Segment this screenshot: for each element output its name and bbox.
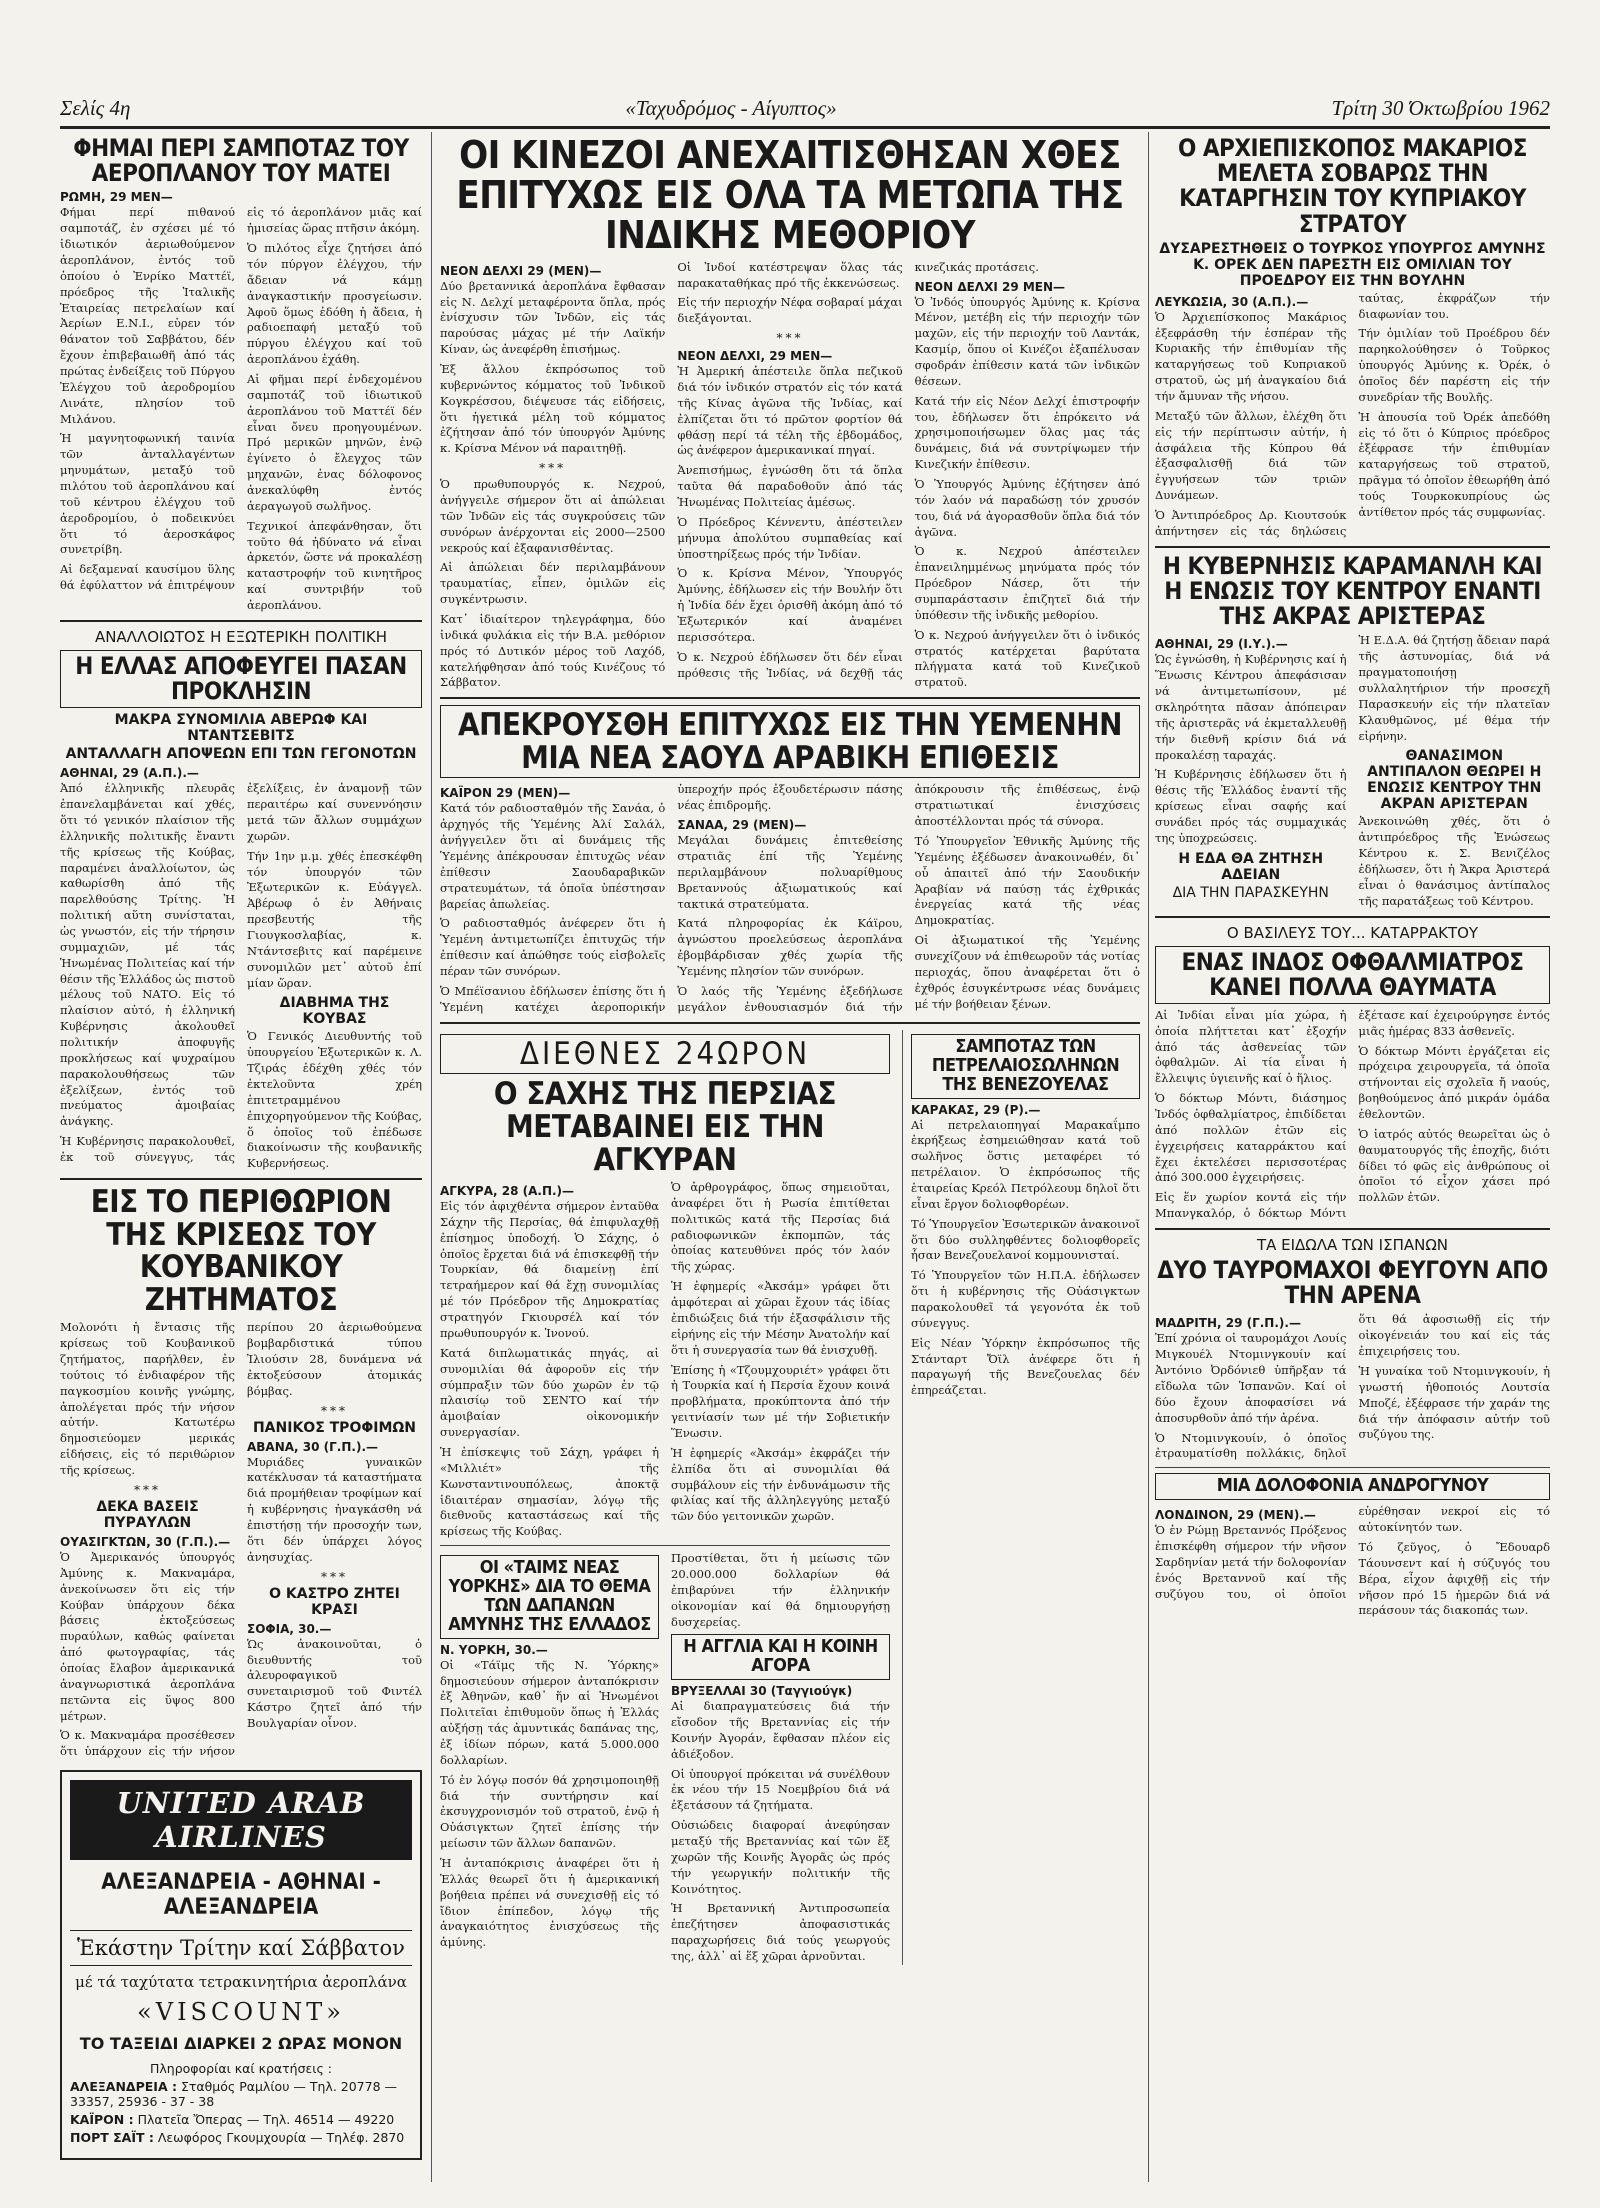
paragraph: Ὁ ἰατρός αὐτός θεωρεῖται ὡς ὁ θαυματουργός τῆς ἐποχῆς, διότι δίδει τό φῶς εἰς ἀνθρώπους οἱ ὁποῖοι τό εἶχον χάσει πρό πολλῶν ἐτῶν. bbox=[1358, 1126, 1550, 1205]
paragraph: Ὁ ραδιοσταθμός ἀνέφερεν ὅτι ἡ Ὑεμένη ἀντιμετωπίζει ἐπιτυχῶς τήν ἐπίθεσιν καί ἀπώθησε τούς εἰσβολεῖς πέραν τῶν συνόρων. bbox=[440, 916, 666, 978]
dateline: ΣΟΦΙΑ, 30.— bbox=[247, 1621, 332, 1636]
paragraph: Κατ᾽ ἰδιαίτερον τηλεγράφημα, δύο ἰνδικά φυλάκια εἰς τήν Β.Α. μεθόριον πρός τό Δυτικόν μέρος τοῦ Λαχόδ, κατελήφθησαν ἀπό τούς Κινέζους τό Σάββατον. bbox=[440, 612, 666, 690]
dateline: ΝΕΟΝ ΔΕΛΧΙ, 29 ΜΕΝ— bbox=[677, 349, 833, 364]
ad-contact-text: Λεωφόρος Γκουμχουρία — Τηλέφ. 2870 bbox=[157, 2130, 405, 2146]
subheadline: ΔΕΚΑ ΒΑΣΕΙΣ ΠΥΡΑΥΛΩΝ bbox=[96, 1498, 199, 1531]
headline: Η ΑΓΓΛΙΑ ΚΑΙ Η ΚΟΙΝΗ ΑΓΟΡΑ bbox=[671, 1634, 890, 1680]
paragraph: Ἡ ἐφημερίς «Ἀκσάμ» ἐκφράζει τήν ἐλπίδα ὅτι αἱ συνομιλίαι θά συμβάλουν εἰς τήν ἐνδυνάμωσιν τῆς φιλίας καί τῆς ἀλληλεγγύης μεταξύ τῶν δύο γειτονικῶν χωρῶν. bbox=[671, 1445, 891, 1524]
separator-stars: *** bbox=[134, 1482, 161, 1497]
dateline: ΑΓΚΥΡΑ, 28 (Α.Π.)— bbox=[440, 1184, 575, 1199]
subheadline: ΘΑΝΑΣΙΜΟΝ ΑΝΤΙΠΑΛΟΝ ΘΕΩΡΕΙ Η ΕΝΩΣΙΣ ΚΕΝΤΡΟΥ ΤΗΝ ΑΚΡΑΝ ΑΡΙΣΤΕΡΑΝ bbox=[1367, 748, 1542, 813]
paragraph: Ὁ Ἰνδός ὑπουργός Ἀμύνης κ. Κρίσνα Μένον, μετέβη εἰς τήν περιοχήν τῶν μαχῶν, εἰς τήν περιοχήν τοῦ Λαντάκ, Κασμίρ, ὅπου οἱ Κινέζοι ἐξαπέλυσαν σφοδράν ἐπίθεσιν κατά τῶν ἰνδικῶν θέσεων. bbox=[914, 294, 1140, 388]
paragraph: Τό ζεῦγος, ὁ Ἔδουαρδ Τάουνσεντ καί ἡ σύζυγός του Βέρα, εἶχον ἀφιχθῇ εἰς τήν νῆσον πρό 15 ἡμερῶν διά νά περάσουν τάς διακοπάς των. bbox=[1358, 1539, 1550, 1618]
divider bbox=[1155, 546, 1550, 548]
dateline: ΚΑΡΑΚΑΣ, 29 (Ρ).— bbox=[911, 1102, 1041, 1117]
divider bbox=[1155, 1228, 1550, 1230]
dateline: ΣΑΝΑΑ, 29 (ΜΕΝ)— bbox=[677, 818, 807, 833]
headline: ΟΙ ΚΙΝΕΖΟΙ ΑΝΕΧΑΙΤΙΣΘΗΣΑΝ ΧΘΕΣ ΕΠΙΤΥΧΩΣ ΕΙΣ ΟΛΑ ΤΑ ΜΕΤΩΠΑ ΤΗΣ ΙΝΔΙΚΗΣ ΜΕΘΟΡΙΟΥ bbox=[456, 133, 1124, 257]
headline: ΟΙ «ΤΑΙΜΣ ΝΕΑΣ ΥΟΡΚΗΣ» ΔΙΑ ΤΟ ΘΕΜΑ ΤΩΝ ΔΑΠΑΝΩΝ ΑΜΥΝΗΣ ΤΗΣ ΕΛΛΑΔΟΣ bbox=[440, 1555, 659, 1639]
paragraph: Οὐσιώδεις διαφοραί ἀνεφύησαν μεταξύ τῆς Βρεταννίας καί τῶν ἕξ χωρῶν τῆς Κοινῆς Ἀγορᾶς ὡς πρός τήν γεωργικήν πολιτικήν τῆς Κοινότητος. bbox=[671, 1818, 891, 1896]
article-britain-common-market bbox=[671, 1634, 890, 1965]
paragraph: Ὁ λαός τῆς Ὑεμένης ἐξεδήλωσε μεγάλον ἐνθουσιασμόν διά τήν ἀπόκρουσιν τῆς ἐπιθέσεως, ἐνῷ στρατιωτικαί ἐνισχύσεις ἀποστέλλονται πρός τά σύνορα. bbox=[677, 782, 1140, 1014]
paragraph: Ἡ ἐφημερίς «Ἀκσάμ» γράφει ὅτι ἀμφότεραι αἱ χῶραι ἔχουν τάς ἰδίας ἐπιδιώξεις διά τήν ἐξασφάλισιν τῆς εἰρήνης εἰς τήν Μέσην Ἀνατολήν καί ὅτι ἡ συνεργασία των θά ἐνισχυθῇ. bbox=[671, 1279, 891, 1357]
paragraph: Ὁ Ἀρχιεπίσκοπος Μακάριος ἐξεφράσθη τήν ἑσπέραν τῆς Κυριακῆς τήν ἐπιθυμίαν τῆς καταργήσεως τοῦ Κυπριακοῦ στρατοῦ, ὡς μή ἀναγκαίου διά τήν ἄμυναν τῆς νήσου. bbox=[1155, 309, 1347, 404]
paragraph: Ἡ Κυβέρνησις ἐδήλωσεν ὅτι ἡ θέσις τῆς Ἑλλάδος ἐναντί τῆς κρίσεως εἶναι σαφής καί συνάδει πρός τάς συμμαχικάς της ὑποχρεώσεις. bbox=[1155, 767, 1347, 845]
paragraph: Τήν 1ην μ.μ. χθές ἐπεσκέφθη τόν ὑπουργόν τῶν Ἐξωτερικῶν κ. Εὐάγγελ. Ἀβέρωφ ὁ ἐν Ἀθήναις πρεσβευτής τῆς Γιουγκοσλαβίας, κ. Ντάντσεβιτς καί παρέμεινε συνομιλῶν μετ᾽ αὐτοῦ ἐπί μίαν ὥραν. bbox=[247, 848, 422, 990]
paragraph: Αἱ φῆμαι περί ἐνδεχομένου σαμποτάζ τοῦ ἰδιωτικοῦ ἀεροπλάνου τοῦ Ματτέϊ δέν εἶναι ὄνευ προηγουμένων. Πρό μερικῶν μηνῶν, ἐνῷ ἐγίνετο ὁ ἔλεγχος τῶν μηχανῶν, ἐνας δόλοφονος ἀνεκαλύφθη ἐντός ἀεραγωγοῦ σωλῆνος. bbox=[247, 371, 422, 513]
paragraph: Ἡ ἀπουσία τοῦ Ὀρέκ ἀπεδόθη εἰς τό ὅτι ὁ Κύπριος πρόεδρος ἐξέφρασε τήν ἐπιθυμίαν καταργήσεως τοῦ στρατοῦ, πρᾶγμα τό ὁποῖον ἐθεωρήθη ἀπό τούς Τουρκοκυπρίους ὡς ἀντίθετον πρός τάς συμφωνίας. bbox=[1358, 409, 1550, 519]
ad-schedule: Ἑκάστην Τρίτην καί Σάββατον bbox=[70, 1930, 412, 1966]
paragraph: Κατά διπλωματικάς πηγάς, αἱ συνομιλίαι θά ἀφοροῦν εἰς τήν σύμπραξιν τῶν δύο χωρῶν ἐν τῷ πλαισίῳ τοῦ ΣΕΝΤΟ καί τήν ἀμοιβαίαν οἰκονομικήν συνεργασίαν. bbox=[440, 1345, 660, 1440]
kicker: ΤΑ ΕΙΔΩΛΑ ΤΩΝ ΙΣΠΑΝΩΝ bbox=[1256, 1236, 1449, 1255]
article-china-india bbox=[440, 133, 1140, 691]
paragraph: Κατά τήν εἰς Νέον Δελχί ἐπιστροφήν του, ἐδήλωσεν ὅτι ἐπρόκειτο νά χρησιμοποιήσωμεν ὅλας μας τάς δυνάμεις, διά νά συντρίψωμεν τήν Κινεζικήν ἐπίθεσιν. bbox=[914, 393, 1140, 472]
page-number: Σελίς 4η bbox=[60, 95, 131, 120]
headline: ΦΗΜΑΙ ΠΕΡΙ ΣΑΜΠΟΤΑΖ ΤΟΥ ΑΕΡΟΠΛΑΝΟΥ ΤΟΥ ΜΑΤΕΙ bbox=[73, 134, 409, 188]
paragraph: Ὁ κ. Μακναμάρα προσέθεσεν ὅτι ὑπάρχουν εἰς τήν νήσον περίπου 20 ἀεριωθούμενα βομβαρδιστικά τύπου Ἰλιούσιν 28, δυνάμενα νά ἐκτοξεύσουν ἀτομικάς βόμβας. bbox=[60, 1320, 422, 1759]
separator-stars: *** bbox=[776, 331, 804, 346]
paragraph: Ἐπί χρόνια οἱ ταυρομάχοι Λουίς Μιγκουέλ Ντομινγκουίν καί Ἀντόνιο Ὀρδόνιεθ ὑπῆρξαν τά εἴδωλα τῶν Ἱσπανῶν. Καί οἱ δύο ἔχουν ἀποφασίσει νά ἀποσυρθοῦν ἀπό τήν ἀρένα. bbox=[1155, 1331, 1347, 1425]
dateline: ΡΩΜΗ, 29 ΜΕΝ— bbox=[60, 190, 173, 205]
paragraph: Τήν ὁμιλίαν τοῦ Προέδρου δέν παρηκολούθησεν ὁ Τοῦρκος ὑπουργός Ἀμύνης κ. Ὀρέκ, ὁ ὁποῖος δέν παρέστη εἰς τήν συνεδρίαν τῆς Βουλῆς. bbox=[1358, 326, 1550, 404]
paragraph: Ἡ Ε.Δ.Α. θά ζητήσῃ ἄδειαν παρά τῆς ἀστυνομίας, διά νά πραγματοποιήσῃ συλλαλητήριον τήν προσεχῆ Παρασκευήν εἰς τήν πλατεῖαν Κλαυθμῶνος, μέ θέμα τήν εἰρήνην. bbox=[1358, 633, 1550, 743]
paragraph: Ὁ Μπέϊσανιου ἐδήλωσεν ἐπίσης ὅτι ἡ Ὑεμένη κατέχει ἀεροπορικήν ὑπεροχήν πρός ἐξουδετέρωσιν πάσης νέας ἐπιδρομῆς. bbox=[440, 782, 903, 1014]
article-venezuela bbox=[902, 1030, 1140, 1965]
paragraph: Ὡς ἀνακοινοῦται, ὁ διευθυντής τοῦ ἀλευροφαγικοῦ συνεταιρισμοῦ τοῦ Φιντέλ Κάστρο ζητεῖ ἀπό τήν Βουλγαρίαν οἶνον. bbox=[247, 1636, 422, 1730]
paragraph: Ἐπίσης ἡ «Τζουμχουριέτ» γράφει ὅτι ἡ Τουρκία καί ἡ Περσία ἔχουν κοινά προβλήματα, προκύπτοντα ἀπό τήν γειτνίασίν των μέ τήν Σοβιετικήν Ἕνωσιν. bbox=[671, 1362, 891, 1440]
article-shah-persia bbox=[440, 1030, 890, 1965]
paragraph: Ὁ Ἀμερικανός ὑπουργός Ἀμύνης κ. Μακναμάρα, ἀνεκοίνωσεν ὅτι εἰς τήν Κούβαν ὑπάρχουν δέκα βάσεις ἐκτοξεύσεως πυραύλων, καθώς φαίνεται ἀπό φωτογραφίας, τάς ὁποίας ἔλαβον ἀμερικανικά ἀναγνωριστικά ἀεροπλάνα πετῶντα εἰς ὕψος 800 μέτρων. bbox=[60, 1549, 235, 1723]
paragraph: Φήμαι περί πιθανού σαμποτάζ, ἐν σχέσει μέ τό ἰδιωτικόν ἀεριωθούμενον ἀεροπλάνον, ἐντός τοῦ ὁποίου ὁ Ἐνρίκο Ματτέϊ, πρόεδρος τῆς Ἰταλικῆς Ἑταιρείας πετρελαίων καί Ἀερίων Ε.Ν.Ι., εὑρεν τόν θάνατον τοῦ Σαββάτου, δέν ἔχουν ἐπιβεβαιωθῆ ἀπό τάς πρώτας ἐνδείξεις τοῦ Πύργου Ἐλέγχου τοῦ ἀεροδρομίου Λινάτε, πλησίον τοῦ Μιλάνου. bbox=[60, 205, 235, 426]
paragraph: Εἰς ἕν χωρίον κοντά εἰς τήν Μπανγκαλόρ, ὁ δόκτωρ Μόντι ἐξέτασε καί ἐχειρούργησε ἐντός μιᾶς ἡμέρας 833 ἀσθενεῖς. bbox=[1155, 1007, 1550, 1221]
ad-info-title: Πληροφορίαι καί κρατήσεις : bbox=[149, 2061, 333, 2077]
ad-contact-label: ΑΛΕΞΑΝΔΡΕΙΑ : bbox=[70, 2079, 177, 2095]
column-center bbox=[440, 132, 1140, 2182]
headline: ΑΠΕΚΡΟΥΣΘΗ ΕΠΙΤΥΧΩΣ ΕΙΣ ΤΗΝ ΥΕΜΕΝΗΝ ΜΙΑ ΝΕΑ ΣΑΟΥΔ ΑΡΑΒΙΚΗ ΕΠΙΘΕΣΙΣ bbox=[440, 705, 1140, 778]
paragraph: Ἀνεκοινώθη χθές, ὅτι ὁ ἀντιπρόεδρος τῆς Ἑνώσεως Κέντρου κ. Σ. Βενιζέλος ἐδήλωσεν, ὅτι ἡ Ἄκρα Ἀριστερά εἶναι ὁ θανάσιμος ἀντίπαλος τῆς παρατάξεως τοῦ Κέντρου. bbox=[1358, 814, 1550, 908]
headline: Η ΚΥΒΕΡΝΗΣΙΣ ΚΑΡΑΜΑΝΛΗ ΚΑΙ Η ΕΝΩΣΙΣ ΤΟΥ ΚΕΝΤΡΟΥ ΕΝΑΝΤΙ ΤΗΣ ΑΚΡΑΣ ΑΡΙΣΤΕΡΑΣ bbox=[1162, 551, 1543, 631]
divider bbox=[1155, 916, 1550, 918]
divider bbox=[440, 1022, 1140, 1024]
paragraph: Ἡ Ἀμερική ἀπέστειλε ὅπλα πεζικοῦ διά τόν ἰνδικόν στρατόν εἰς τόν κατά τῆς Κίνας ἀγῶνα τῆς Ἰνδίας, καί ἐλπίζεται ὅτι τό πρῶτον φορτίον θά φθάσῃ περί τά τέλη τῆς ἑβδομάδος, ὡς ἀνέφερον ἀμερικανικαί πηγαί. bbox=[677, 364, 903, 458]
dateline: Ν. ΥΟΡΚΗ, 30.— bbox=[440, 1642, 548, 1657]
article-bullfighters bbox=[1155, 1236, 1550, 1462]
separator-stars: *** bbox=[321, 1403, 348, 1418]
paragraph: Ὁ δόκτωρ Μόντι, διάσημος Ἰνδός ὀφθαλμίατρος, ἐπιδίδεται ἀπό πολλῶν ἐτῶν εἰς ἐγχειρήσεις καταρράκτου καί ἔχει ἐκτελέσει περισσοτέρας ἀπό 300.000 ἐγχειρήσεις. bbox=[1155, 1091, 1347, 1185]
headline: Η ΕΛΛΑΣ ΑΠΟΦΕΥΓΕΙ ΠΑΣΑΝ ΠΡΟΚΛΗΣΙΝ bbox=[60, 650, 422, 708]
article-cuba-margin bbox=[60, 1186, 422, 1760]
ad-contact-cairo bbox=[70, 2112, 412, 2127]
paragraph: Ὁ κ. Νεχρού ἀπέστειλεν ἐπανειλημμένως μηνύματα πρός τόν Πρόεδρον Νάσερ, ὅτι τήν συμπαράστασιν ἐπιζητεῖ διά τήν ὑπόθεσιν τῆς ἰνδικῆς μεθορίου. bbox=[914, 544, 1140, 622]
headline: ΕΙΣ ΤΟ ΠΕΡΙΘΩΡΙΟΝ ΤΗΣ ΚΡΙΣΕΩΣ ΤΟΥ ΚΟΥΒΑΝΙΚΟΥ ΖΗΤΗΜΑΤΟΣ bbox=[90, 1184, 392, 1318]
paragraph: Προστίθεται, ὅτι ἡ μείωσις τῶν 20.000.000 δολλαρίων θά ἐπιβαρύνει τήν ἑλληνικήν οἰκονομίαν καί θά δημιουργήσῃ δυσχερείας. bbox=[671, 1551, 891, 1629]
paragraph: Ὁ δόκτωρ Μόντι ἐργάζεται εἰς πρόχειρα χειρουργεῖα, τά ὁποῖα στήνονται εἰς σχολεῖα ἤ ναούς, βοηθούμενος ἀπό μικράν ὁμάδα ἐθελοντῶν. bbox=[1358, 1043, 1550, 1122]
paragraph: Ὁ κ. Κρίσνα Μένον, Ὑπουργός Ἀμύνης, ἐδήλωσεν εἰς τήν Βουλήν ὅτι ἡ Ἰνδία δέν ἔχει ὁρισθῆ ἀκόμη ἀπό τό Ἐξωτερικόν καί ἀναμένει περισσότερα. bbox=[677, 566, 903, 644]
ad-contact-label: ΠΟΡΤ ΣΑΪΤ : bbox=[70, 2130, 154, 2146]
ad-contact-port-said bbox=[70, 2130, 412, 2145]
paragraph: Ἐξ ἄλλου ἐκπρόσωπος τοῦ κυβερνώντος κόμματος τοῦ Ἰνδικοῦ Κογκρέσσου, διέψευσε τάς εἰδήσεις, ὅτι ἡγετικά μέλη τοῦ κόμματος ἐζήτησαν ἀπό τόν ὑπουργόν Ἀμύνης κ. Κρίσνα Μένον νά παραιτηθῇ. bbox=[440, 361, 666, 456]
article-karamanlis bbox=[1155, 551, 1550, 910]
paragraph: Ὁ ἐν Ρώμῃ Βρεταννός Πρόξενος ἐπισκέφθη σήμερον τήν νῆσον Σαρδηνίαν μετά τήν δολοφονίαν ἑνός Βρεταννοῦ καί τῆς συζύγου του, οἱ ὁποῖοι εὑρέθησαν νεκροί εἰς τό αὐτοκίνητόν των. bbox=[1155, 1504, 1550, 1601]
dateline: ΚΑΪΡΟΝ 29 (ΜΕΝ)— bbox=[440, 786, 571, 801]
paragraph: Ἡ ἀνταπόκρισις ἀναφέρει ὅτι ἡ Ἑλλάς θεωρεῖ ὅτι ἡ ἀμερικανική βοήθεια πρέπει νά συνεχισθῇ εἰς τό ἴδιον ἐπίπεδον, λόγῳ τῆς ἀναγκαιότητος ἐνισχύσεως τῆς ἀμύνης. bbox=[440, 1855, 660, 1950]
paragraph: Ὁ Γενικός Διευθυντής τοῦ ὑπουργείου Ἐξωτερικῶν κ. Λ. Τζιράς ἐδέχθη χθές τόν ἐκτελοῦντα χρέη ἐπιτετραμμένου ἐπιχορηγούμενον τῆς Κούβας, ὅ ὁποῖος τοῦ ἐπέδωσε διακοίνωσιν τῆς κουβανικῆς Κυβερνήσεως. bbox=[247, 1029, 422, 1171]
paragraph: Εἰς τόν ἀφιχθέντα σήμερον ἐνταῦθα Σάχην τῆς Περσίας, θά ἐπιφυλαχθῇ ἐπίσημος ὑποδοχή. Ὁ Σάχης, ὁ ὁποῖος ἔρχεται διά νά ἐπισκεφθῇ τήν Τουρκίαν, θά διαμείνῃ ἐπί τετραήμερον καί θά ἔχῃ συνομιλίας μέ τόν Πρόεδρον τῆς Δημοκρατίας στρατηγόν Γκιουρσέλ καί τόν πρωθυπουργόν κ. Ἰνονού. bbox=[440, 1199, 660, 1340]
article-greece-policy bbox=[60, 628, 422, 1172]
article-yemen bbox=[440, 705, 1140, 1016]
divider bbox=[440, 1545, 890, 1546]
headline: Ο ΑΡΧΙΕΠΙΣΚΟΠΟΣ ΜΑΚΑΡΙΟΣ ΜΕΛΕΤΑ ΣΟΒΑΡΩΣ ΤΗΝ ΚΑΤΑΡΓΗΣΙΝ ΤΟΥ ΚΥΠΡΙΑΚΟΥ ΣΤΡΑΤΟΥ bbox=[1177, 134, 1528, 238]
paragraph: Δύο βρεταννικά ἀεροπλάνα ἔφθασαν εἰς Ν. Δελχί μεταφέροντα ὅπλα, πρός ἐνίσχυσιν τῶν Ἰνδῶν, εἰς τάς παρούσας μάχας μέ τήν Λαϊκήν Κίναν, ὡς ἀνεφέρθη ἐπισήμως. bbox=[440, 278, 666, 357]
paragraph: Εἰς Νέαν Ὑόρκην ἐκπρόσωπος τῆς Στάνταρτ Ὄϊλ ἀνέφερε ὅτι ἡ παραγωγή τῆς Βενεζουελας δέν ἐπηρεάζεται. bbox=[911, 1335, 1140, 1398]
paragraph: Εἰς τήν περιοχήν Νέφα σοβαραί μάχαι διεξάγονται. bbox=[677, 295, 903, 326]
paragraph: Αἱ Ἰνδίαι εἶναι μία χώρα, ἡ ὁποία πλήττεται κατ᾽ ἐξοχήν ἀπό τάς ἀσθενείας τῶν ὀφθαλμῶν. Αἰ τία εἶναι ἡ ἔλλειψις ὑγιεινῆς καί ὁ ἥλιος. bbox=[1155, 1007, 1347, 1086]
paragraph: Ἡ γυναίκα τοῦ Ντομινγκουίν, ἡ γνωστή ἠθοποιός Λουτσία Μποζέ, ἐξέφρασε τήν χαράν της διά τήν ἀπόφασιν αὐτήν τοῦ συζύγου της. bbox=[1358, 1364, 1550, 1442]
paragraph: Μεγάλαι δυνάμεις ἐπιτεθείσης στρατιᾶς ἐπί τῆς Ὑεμένης περιλαμβάνουν πολυαρίθμους Βρεταννούς ἀξιωματικούς καί τακτικά στρατεύματα. bbox=[677, 833, 903, 911]
dateline: ΛΟΝΔΙΝΟΝ, 29 (ΜΕΝ).— bbox=[1155, 1508, 1316, 1523]
headline: ΜΙΑ ΔΟΛΟΦΟΝΙΑ ΑΝΔΡΟΓΥΝΟΥ bbox=[1155, 1473, 1550, 1500]
paragraph: Οἱ ἀξιωματικοί τῆς Ὑεμένης συνεχίζουν νά ἐπιθεωροῦν τάς νοτίας περιοχάς, ὅπου ἀναφέρεται ὅτι ὁ ἐχθρός ἐσυγκέντρωσε νέας δυνάμεις μέ τήν βοήθειαν ξένων. bbox=[914, 933, 1140, 1011]
divider bbox=[60, 1178, 422, 1180]
article-indian-doctor bbox=[1155, 924, 1550, 1223]
dateline: ΒΡΥΞΕΛΛΑΙ 30 (Ταγγιούγκ) bbox=[671, 1684, 853, 1699]
subheadline: Ο ΚΑΣΤΡΟ ΖΗΤΕΙ ΚΡΑΣΙ bbox=[269, 1585, 400, 1618]
paragraph: Ὁ πιλότος εἶχε ζητήσει ἀπό τόν πύργον ἐλέγχου, τήν ἄδειαν νά κάμῃ ἀναγκαστικήν προσγείωσιν. Ἀφοῦ ὅμως ἐδόθη ἡ ἄδεια, ἡ ραδιοεπαφή μεταξύ τοῦ πύργου ἐλέγχου καί τοῦ ἀεροπλάνου ἐχάθη. bbox=[247, 241, 422, 367]
divider bbox=[1155, 1467, 1550, 1468]
ad-contact-text: Πλατεῖα Ὄπερας — Τηλ. 46514 — 49220 bbox=[137, 2112, 395, 2128]
paragraph: Ὁ Πρόεδρος Κέννεντυ, ἀπέστειλεν μήνυμα ἀπολύτου συμπαθείας καί ὑποστηρίξεως πρός τήν Ἰνδίαν. bbox=[677, 514, 903, 561]
paragraph: Τό ἐν λόγῳ ποσόν θά χρησιμοποιηθῇ διά τήν συντήρησιν καί ἐκσυγχρονισμόν τοῦ στρατοῦ, ἐνῷ ἡ Οὐάσιγκτων ζητεῖ ἐπίσης τήν μείωσιν τῶν ἄλλων δαπανῶν. bbox=[440, 1772, 660, 1851]
article-sabotage-plane bbox=[60, 136, 422, 614]
ad-contact-alexandria bbox=[70, 2079, 412, 2109]
ad-contact-label: ΚΑΪΡΟΝ : bbox=[70, 2112, 134, 2128]
headline: ΕΝΑΣ ΙΝΔΟΣ ΟΦΘΑΛΜΙΑΤΡΟΣ ΚΑΝΕΙ ΠΟΛΛΑ ΘΑΥΜΑΤΑ bbox=[1155, 946, 1550, 1004]
paragraph: Αἱ δεξαμεναί καυσίμου ὕλης θά ἐφύλαττον νά ἐπιτρέψουν εἰς τό ἀεροπλάνον μιᾶς καί ἡμισείας ὥρας πτῆσιν ἀκόμη. bbox=[60, 205, 422, 593]
subheadline: ΜΑΚΡΑ ΣΥΝΟΜΙΛΙΑ ΑΒΕΡΩΦ ΚΑΙ ΝΤΑΝΤΣΕΒΙΤΣ bbox=[114, 712, 368, 745]
airline-logo: UNITED ARAB AIRLINES bbox=[70, 1780, 412, 1860]
article-couple-murder bbox=[1155, 1473, 1550, 1619]
paragraph: Μεταξύ τῶν ἄλλων, ἐλέχθη ὅτι εἰς τήν περίπτωσιν αὐτήν, ἡ ἀσφάλεια τῆς Κύπρου θά ἐξασφαλισθῇ διά τῶν ἐγγυήσεων τῶν τριῶν Δυνάμεων. bbox=[1155, 408, 1347, 503]
ad-duration: ΤΟ ΤΑΞΕΙΔΙ ΔΙΑΡΚΕΙ 2 ΩΡΑΣ ΜΟΝΟΝ bbox=[79, 2034, 403, 2054]
column-rule bbox=[431, 132, 432, 2182]
paragraph: Ἀπό ἑλληνικῆς πλευρᾶς ἐπανελαμβάνεται καί χθές, ὅτι τό γενικόν πλαίσιον τῆς ἑλληνικῆς πολιτικῆς ἔναντι τῆς κρίσεως τῆς Κούβας, παραμένει ἀναλλοίωτον, ὡς καθωρίσθη ἀπό τῆς παρελθούσης Τρίτης. Ἡ πολιτική αὕτη συνίσταται, ὡς γνωστόν, εἰς τήν τήρησιν συμμαχιῶν, μέ τάς Ἡνωμένας Πολιτείας καί τήν θέσιν τῆς Ἑλλάδος ὡς πιστοῦ μέλους τοῦ ΝΑΤΟ. Εἰς τό πλαίσιον αὐτό, ἡ ἑλληνική Κυβέρνησις ἀκολουθεῖ πολιτικήν ἀποφυγῆς προκλήσεως καί ψυχραίμου παρακολουθήσεως τῶν ἐξελίξεων, ἐντός τοῦ πνεύματος ἀμοιβαίας ἀνάγκης. bbox=[60, 781, 235, 1129]
section-title: ΔΙΕΘΝΕΣ 24ΩΡΟΝ bbox=[440, 1034, 890, 1075]
paragraph: Ὁ ἀρθρογράφος, ὅπως σημειοῦται, ἀναφέρει ὅτι ἡ Ρωσία ἐπιτίθεται πολιτικῶς κατά τῆς Περσίας διά ραδιοφωνικῶν ἐκπομπῶν, τάς ὁποίας κατευθύνει πρός τόν λαόν τῆς χώρας. bbox=[671, 1180, 891, 1274]
dateline: ΑΘΗΝΑΙ, 29 (Ι.Υ.).— bbox=[1155, 637, 1288, 652]
ad-route: ΑΛΕΞΑΝΔΡΕΙΑ - ΑΘΗΝΑΙ - ΑΛΕΞΑΝΔΡΕΙΑ bbox=[101, 1870, 381, 1921]
dateline: ΛΕΥΚΩΣΙΑ, 30 (Α.Π.).— bbox=[1155, 294, 1309, 309]
dateline: ΑΒΑΝΑ, 30 (Γ.Π.).— bbox=[247, 1439, 378, 1454]
paragraph: Ὁ Ντομινγκουίν, ὁ ὁποῖος ἐτραυματίσθη πολλάκις, δηλοῖ ὅτι θά ἀφοσιωθῇ εἰς τήν οἰκογένειάν του καί εἰς τάς ἐπιχειρήσεις του. bbox=[1155, 1312, 1550, 1461]
subheadline: ΔΥΣΑΡΕΣΤΗΘΕΙΣ Ο ΤΟΥΡΚΟΣ ΥΠΟΥΡΓΟΣ ΑΜΥΝΗΣ Κ. ΟΡΕΚ ΔΕΝ ΠΑΡΕΣΤΗ ΕΙΣ ΟΜΙΛΙΑΝ ΤΟΥ ΠΡΟΕΔΡΟΥ ΕΙΣ ΤΗΝ ΒΟΥΛΗΝ bbox=[1159, 240, 1546, 289]
paragraph: Οἱ Ἰνδοί κατέστρεψαν ὅλας τάς παρακαταθήκας πρό τῆς ἐκκενώσεως. bbox=[677, 259, 903, 290]
dateline: ΜΑΔΡΙΤΗ, 29 (Γ.Π.).— bbox=[1155, 1316, 1301, 1331]
paragraph: Τό Ὑπουργεῖον Ἐθνικῆς Ἀμύνης τῆς Ὑεμένης ἐξέδωσεν ἀνακοινωθέν, δι᾽ οὗ ἀπαιτεῖ ἀπό τήν Σαουδικήν Ἀραβίαν νά παύσῃ τάς ἐχθρικάς ἐνεργείας κατά τῆς νέας Δημοκρατίας. bbox=[914, 833, 1140, 928]
dateline: ΟΥΑΣΙΓΚΤΩΝ, 30 (Γ.Π.).— bbox=[60, 1534, 231, 1549]
paragraph: Αἱ ἀπώλειαι δέν περιλαμβάνουν τραυματίας, εἶπεν, ὁμιλῶν εἰς συγκέντρωσιν. bbox=[440, 560, 666, 607]
column-right bbox=[1155, 132, 1550, 2182]
paragraph: Ὁ κ. Νεχρού ἐδήλωσεν ὅτι δέν εἶναι πρόθεσις τῆς Ἰνδίας, νά δεχθῇ τάς κινεζικάς προτάσεις. bbox=[677, 259, 1039, 680]
paragraph: Τό Ὑπουργεῖον τῶν Η.Π.Α. ἐδήλωσεν ὅτι ἡ κυβέρνησις τῆς Οὐάσιγκτων παρακολουθεῖ τά γεγονότα ἐκ τοῦ σύνεγγυς. bbox=[911, 1268, 1140, 1330]
paragraph: Κατά τόν ραδιοσταθμόν τῆς Σανάα, ὁ ἀρχηγός τῆς Ὑεμένης Ἀλί Σαλάλ, ἀνήγγειλεν ὅτι αἱ δυνάμεις τῆς Ὑεμένης ἀπέκρουσαν ἐπιτυχῶς νέαν ἐπίθεσιν Σαουδαραβικῶν στρατευμάτων, τά ὁποῖα ὑπέστησαν βαρείας ἀπωλείας. bbox=[440, 801, 666, 911]
ad-aircraft-brand: «VISCOUNT» bbox=[137, 1998, 345, 2027]
paragraph: Οἱ ὑπουργοί πρόκειται νά συνέλθουν ἐκ νέου τήν 15 Νοεμβρίου διά νά ἐξετάσουν τά ζητήματα. bbox=[671, 1766, 891, 1813]
paragraph: Ὁ Ἀντιπρόεδρος Δρ. Κιουτσούκ ἀπήντησεν εἰς τάς δηλώσεις ταύτας, ἐκφράζων τήν διαφωνίαν του. bbox=[1155, 290, 1550, 538]
subheadline: ΔΙΑ ΤΗΝ ΠΑΡΑΣΚΕΥΗΝ bbox=[1172, 884, 1329, 901]
kicker: Ο ΒΑΣΙΛΕΥΣ ΤΟΥ... ΚΑΤΑΡΡΑΚΤΟΥ bbox=[1226, 923, 1479, 942]
issue-date: Τρίτη 30 Όκτωβρίου 1962 bbox=[1331, 95, 1550, 120]
column-left bbox=[60, 132, 422, 2182]
paragraph: Τεχνικοί ἀπεφάνθησαν, ὅτι τοῦτο θά ἠδύνατο νά εἶναι ἀρκετόν, ὥστε νά προκαλέσῃ καταστροφήν τοῦ κινητῆρος καί συντριβήν τοῦ ἀεροπλάνου. bbox=[247, 518, 422, 612]
paragraph: Ἀνεπισήμως, ἐγνώσθη ὅτι τά ὅπλα ταῦτα θά παραδοθοῦν ἀπό τάς Ἡνωμένας Πολιτείας ἀμέσως. bbox=[677, 463, 903, 509]
dateline: ΑΘΗΝΑΙ, 29 (Α.Π.).— bbox=[60, 766, 199, 781]
paragraph: Κατά πληροφορίας ἐκ Κάϊρου, ἀγνώστου προελεύσεως ἀεροπλάνα ἐβομβάρδισαν χθές χωρία τῆς Ὑεμένης πλησίον τῶν συνόρων. bbox=[677, 916, 903, 978]
paragraph: Μολονότι ἡ ἔντασις τῆς κρίσεως τοῦ Κουβανικοῦ ζητήματος, παρήλθεν, ἐν τούτοις τό ἐνδιαφέρον τῆς παγκοσμίου κοινῆς γνώμης, ἀπολέγεται πρός τήν νήσον αὐτήν. Κατωτέρω δημοσιεύομεν μερικάς εἰδήσεις, εἰς τό περιθώριον τῆς κρίσεως. bbox=[60, 1320, 235, 1478]
paragraph: Τό Ὑπουργεῖον Ἐσωτερικῶν ἀνακοινοῖ ὅτι δύο συλληφθέντες δολιοφθορεῖς ἦσαν Βενεζουελανοί κομμουνισταί. bbox=[911, 1216, 1140, 1263]
ad-aircraft-line: μέ τά ταχύτατα τετρακινητήρια ἀεροπλάνα bbox=[75, 1973, 407, 1992]
headline: ΣΑΜΠΟΤΑΖ ΤΩΝ ΠΕΤΡΕΛΑΙΟΣΩΛΗΝΩΝ ΤΗΣ ΒΕΝΕΖΟΥΕΛΑΣ bbox=[911, 1034, 1140, 1099]
paragraph: Ἡ ἐπίσκεψις τοῦ Σάχη, γράφει ἡ «Μιλλιέτ» τῆς Κωνσταντινουπόλεως, ἀποκτᾷ ἰδιαιτέραν σημασίαν, λόγῳ τῆς διεθνοῦς καταστάσεως καί τῆς κρίσεως τῆς Κούβας. bbox=[440, 1444, 660, 1539]
article-makarios bbox=[1155, 136, 1550, 540]
divider bbox=[60, 620, 422, 622]
airline-advertisement bbox=[60, 1770, 422, 2160]
paragraph: Αἱ διαπραγματεύσεις διά τήν εἴσοδον τῆς Βρεταννίας εἰς τήν Κοινήν Ἀγοράν, ἔφθασαν πλέον εἰς ἀδιέξοδον. bbox=[671, 1699, 891, 1761]
ad-contact-text: Σταθμός Ραμλίου — Τηλ. 20778 — 33357, 25936 - 37 - 38 bbox=[70, 2079, 398, 2110]
headline: ΔΥΟ ΤΑΥΡΟΜΑΧΟΙ ΦΕΥΓΟΥΝ ΑΠΟ ΤΗΝ ΑΡΕΝΑ bbox=[1157, 1256, 1548, 1310]
subheadline: Η ΕΔΑ ΘΑ ΖΗΤΗΣΗ ΑΔΕΙΑΝ bbox=[1178, 850, 1324, 883]
paragraph: Ὁ Ὑπουργός Ἀμύνης ἐζήτησεν ἀπό τόν λαόν νά παραδώσῃ τόν χρυσόν του, διά νά ἀγορασθοῦν ὅπλα διά τόν ἀγῶνα. bbox=[914, 476, 1140, 539]
headline: Ο ΣΑΧΗΣ ΤΗΣ ΠΕΡΣΙΑΣ ΜΕΤΑΒΑΙΝΕΙ ΕΙΣ ΤΗΝ ΑΓΚΥΡΑΝ bbox=[493, 1076, 837, 1178]
masthead bbox=[60, 90, 1550, 129]
dateline: ΝΕΟΝ ΔΕΛΧΙ 29 ΜΕΝ— bbox=[914, 279, 1066, 294]
center-lower-block bbox=[440, 1030, 1140, 1965]
divider bbox=[440, 697, 1140, 699]
paragraph: Οἱ «Τάϊμς τῆς Ν. Ὑόρκης» δημοσιεύουν σήμερον ἀνταπόκρισιν ἐξ Ἀθηνῶν, καθ᾽ ἥν αἱ Ἡνωμένοι Πολιτεῖαι ἐπιθυμοῦν ὅπως ἡ Ἑλλάς αὐξήσῃ τάς ἀμυντικάς δαπάνας της, ἐξ ἰδίων πόρων, κατά 5.000.000 δολλαρίων. bbox=[440, 1657, 660, 1767]
paragraph: Ὁ πρωθυπουργός κ. Νεχρού, ἀνήγγειλε σήμερον ὅτι αἱ ἀπώλειαι τῶν Ἰνδῶν εἰς τάς συγκρούσεις τῶν συνόρων ἀνέρχονται εἰς 2000—2500 νεκρούς καί ἐξαφανισθέντας. bbox=[440, 477, 666, 555]
paragraph: Μυριάδες γυναικῶν κατέκλυσαν τά καταστήματα διά προμήθειαν τροφίμων καί ἡ κυβέρνησις ἠναγκάσθη νά ἐπιστήσῃ τήν προσοχήν των, ὅτι δέν ὑπάρχει λόγος ἀνησυχίας. bbox=[247, 1454, 422, 1564]
paragraph: Ἡ Βρεταννική Ἀντιπροσωπεία ἐπεζήτησεν ἀποφασιστικάς παραχωρήσεις διά τούς γεωργούς της, ἀλλ᾽ αἱ ἕξ χῶραι ἀρνοῦνται. bbox=[671, 1901, 891, 1964]
kicker: ΑΝΑΛΛΟΙΩΤΟΣ Η ΕΞΩΤΕΡΙΚΗ ΠΟΛΙΤΙΚΗ bbox=[94, 627, 388, 646]
paragraph: Ὁ κ. Νεχρού ἀνήγγειλεν ὅτι ὁ ἰνδικός στρατός κατέρχεται βαρύτατα πλήγματα κατά τοῦ Κινεζικοῦ στρατοῦ. bbox=[914, 627, 1140, 690]
separator-stars: *** bbox=[321, 1569, 348, 1584]
subheadline: ΠΑΝΙΚΟΣ ΤΡΟΦΙΜΩΝ bbox=[252, 1419, 417, 1436]
dateline: ΝΕΟΝ ΔΕΛΧΙ 29 (ΜΕΝ)— bbox=[440, 263, 602, 278]
separator-stars: *** bbox=[539, 461, 567, 476]
paragraph: Ὡς ἐγνώσθη, ἡ Κυβέρνησις καί ἡ Ἕνωσις Κέντρου ἀπεφάσισαν νά ἀντιμετωπίσουν, μέ σκληρότητα πᾶσαν ἀπόπειραν τῆς ἀριστερᾶς νά ἐκμεταλλευθῇ τήν διεθνῆ κρίσιν διά νά προκαλέσῃ ταραχάς. bbox=[1155, 652, 1347, 762]
paragraph: Ἡ μαγνητοφωνική ταινία τῶν ἀνταλλαγέντων μηνυμάτων, μεταξύ τοῦ πιλότου τοῦ ἀεροπλάνου καί τοῦ κέντρου ἐλέγχου τοῦ ἀεροδρομίου, ὁ ποδεικνύει ὅτι τό ἀεροσκάφος συνετρίβη. bbox=[60, 431, 235, 557]
paragraph: Αἱ πετρελαιοπηγαί Μαρακαΐμπο ἐκρήξεως ἐσημειώθησαν κατά τοῦ σωλῆνος ὅστις μεταφέρει τό πετρέλαιον. Ὁ ἐκπρόσωπος τῆς ἑταιρείας Κρεόλ Πετρόλεουμ δηλοῖ ὅτι εἶναι ἔργον δολιοφθορέων. bbox=[911, 1117, 1140, 1211]
column-rule bbox=[1148, 132, 1149, 2182]
subheadline: ΔΙΑΒΗΜΑ ΤΗΣ ΚΟΥΒΑΣ bbox=[279, 995, 390, 1028]
subheadline: ΑΝΤΑΛΛΑΓΗ ΑΠΟΨΕΩΝ ΕΠΙ ΤΩΝ ΓΕΓΟΝΟΤΩΝ bbox=[65, 746, 417, 763]
paper-name: «Ταχυδρόμος - Αίγυπτος» bbox=[625, 95, 837, 120]
paragraph: Ἡ Κυβέρνησις παρακολουθεῖ, ἐκ τοῦ σύνεγγυς, τάς ἐξελίξεις, ἐν ἀναμονῇ τῶν περαιτέρω καί συνεννόησιν μετά τῶν ἄλλων συμμάχων χωρῶν. bbox=[60, 781, 422, 1164]
